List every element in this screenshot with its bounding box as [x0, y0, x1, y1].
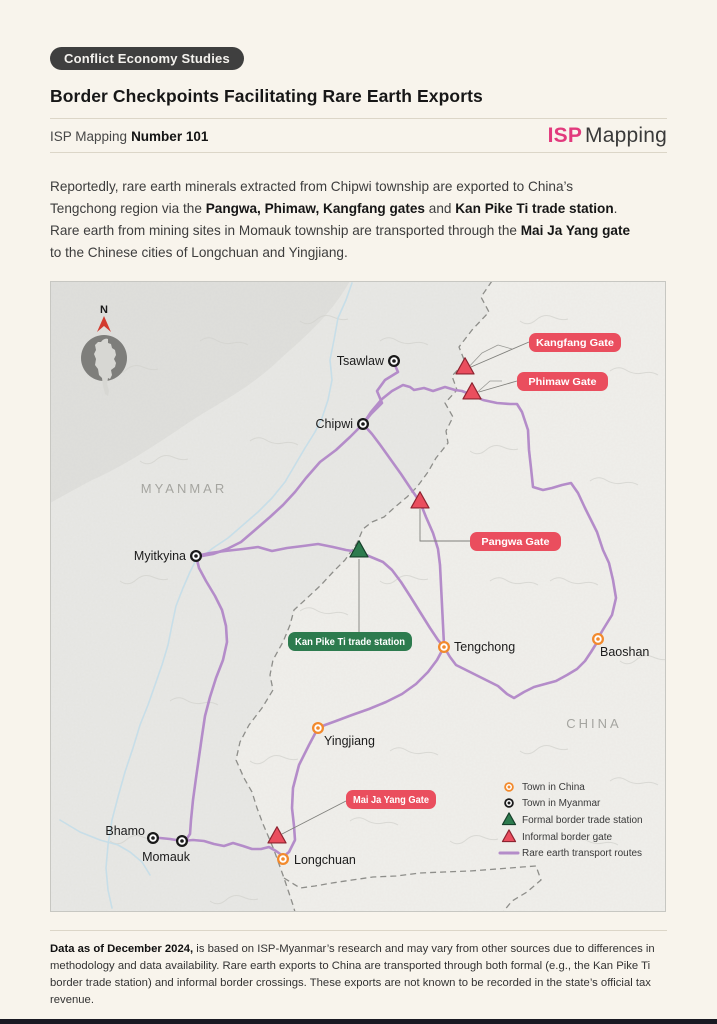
town-marker-core — [508, 802, 511, 805]
series-label — [50, 129, 208, 144]
border-checkpoints-map — [50, 281, 666, 912]
bottom-accent-bar — [0, 1019, 717, 1024]
legend-label: Town in China — [522, 782, 585, 793]
town-marker-core — [442, 645, 446, 649]
footnote-segment: Data as of December 2024, — [50, 943, 194, 955]
town-label: Yingjiang — [324, 734, 375, 748]
gate-badge-label: Phimaw Gate — [528, 377, 598, 388]
legend-label: Informal border gate — [522, 832, 613, 843]
intro-segment: and — [425, 201, 456, 217]
town-marker-core — [392, 359, 396, 363]
town-marker-core — [194, 554, 198, 558]
divider — [50, 930, 667, 931]
town-label: Baoshan — [600, 645, 650, 659]
town-marker-core — [151, 836, 155, 840]
footnote-paragraph — [50, 941, 670, 1009]
gate-badge-label: Kangfang Gate — [536, 338, 615, 349]
gate-badge-label: Kan Pike Ti trade station — [295, 637, 405, 648]
divider — [50, 152, 667, 153]
town-label: Bhamo — [105, 824, 145, 838]
legend-label: Formal border trade station — [522, 815, 643, 826]
town-marker-core — [180, 839, 184, 843]
map-canvas — [50, 281, 666, 912]
town-label: Chipwi — [315, 417, 353, 431]
intro-segment: Mai Ja Yang gate — [520, 223, 631, 239]
series-number: Number 101 — [131, 128, 209, 144]
intro-segment: Pangwa, Phimaw, Kangfang gates — [205, 201, 425, 217]
series-name: ISP Mapping — [50, 128, 128, 144]
town-marker-core — [361, 422, 365, 426]
town-marker-core — [508, 786, 511, 789]
divider — [50, 118, 667, 119]
town-label: Myitkyina — [133, 549, 186, 563]
logo-isp: ISP — [547, 124, 583, 147]
intro-segment: Kan Pike Ti trade station — [455, 201, 614, 217]
region-label: MYANMAR — [140, 481, 228, 496]
series-row — [50, 122, 667, 150]
region-label: CHINA — [566, 716, 622, 731]
town-label: Tsawlaw — [336, 354, 384, 368]
north-label: N — [100, 304, 108, 316]
category-chip: Conflict Economy Studies — [50, 47, 244, 70]
town-label: Longchuan — [294, 853, 356, 867]
intro-paragraph — [50, 176, 642, 264]
intro-segment: . Rare earth from mining sites in Momauk township are transported through the — [50, 201, 618, 239]
legend-label: Town in Myanmar — [522, 798, 601, 809]
town-label: Tengchong — [454, 640, 516, 654]
gate-badge-label: Mai Ja Yang Gate — [353, 795, 430, 806]
gate-badge-label: Pangwa Gate — [481, 537, 551, 548]
town-label: Momauk — [142, 850, 190, 864]
page-title: Border Checkpoints Facilitating Rare Earth Exports — [50, 86, 483, 106]
town-marker-core — [596, 637, 600, 641]
footnote-segment: is based on ISP-Myanmar’s research and may vary from other sources due to differences in methodology and data availability. Rare earth exports to China are transported through both formal (e.g., the Kan Pike Ti border trade station) and informal border crossings. These exports are not known to be recorded in the state’s official tax revenue. — [50, 943, 655, 1006]
isp-mapping-logo — [548, 124, 667, 148]
intro-segment: Reportedly, rare earth minerals extracted from Chipwi township are exported to China’s Tengchong region via the — [50, 179, 574, 217]
legend-label: Rare earth transport routes — [522, 848, 643, 859]
town-group — [315, 417, 369, 431]
logo-mapping: Mapping — [585, 124, 667, 147]
town-marker-core — [316, 726, 320, 730]
intro-segment: to the Chinese cities of Longchuan and Yingjiang. — [50, 245, 348, 261]
town-marker-core — [281, 857, 285, 861]
